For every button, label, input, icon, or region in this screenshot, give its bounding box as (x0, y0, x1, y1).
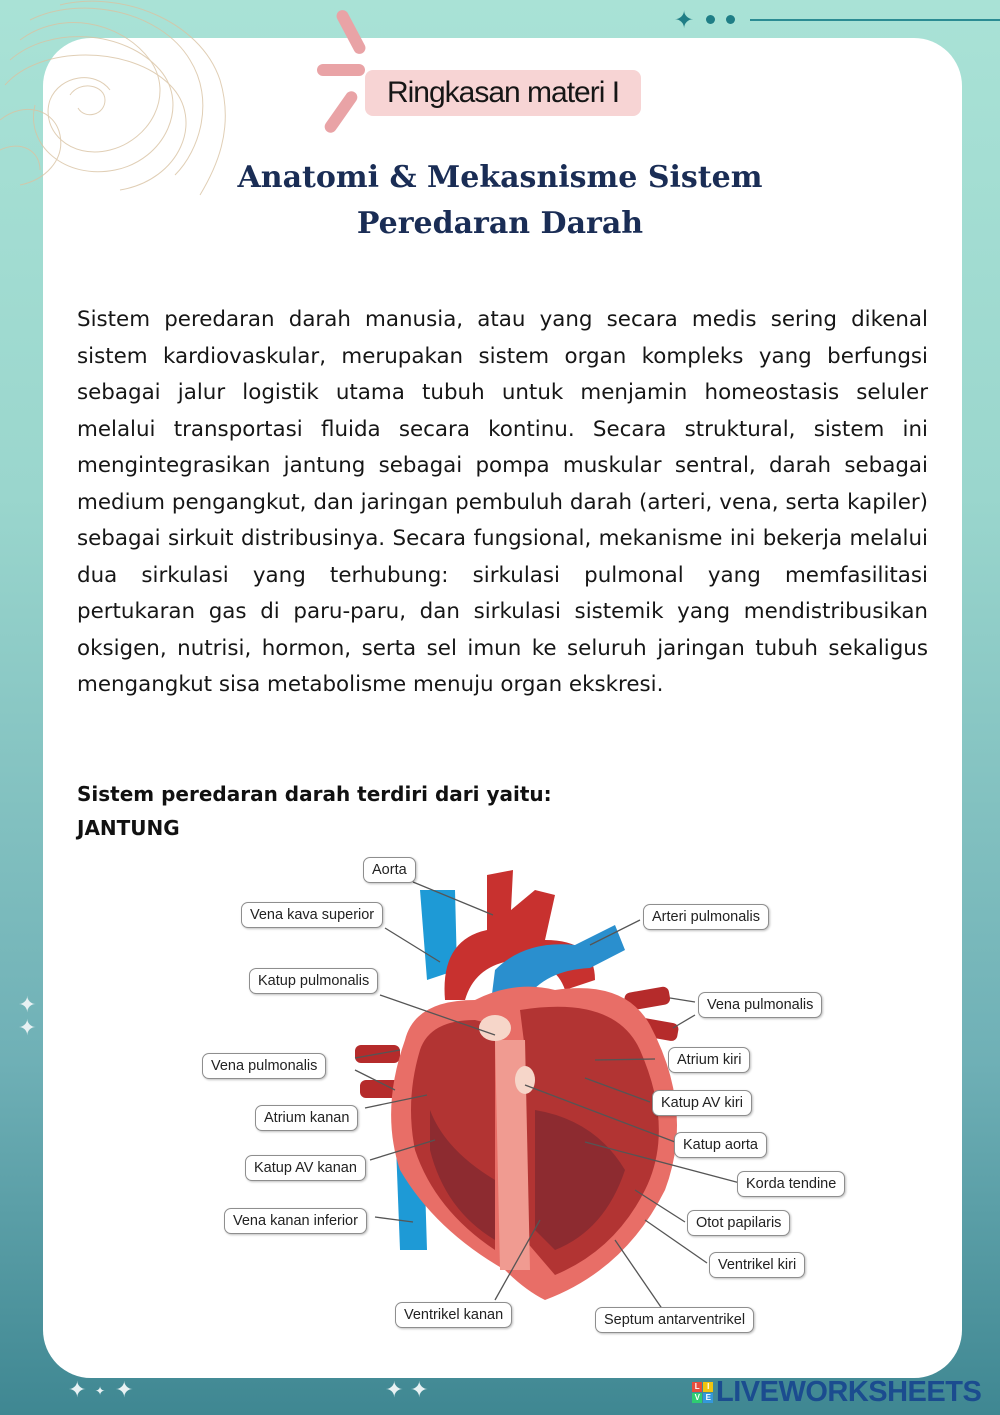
top-decor-line (750, 19, 1000, 21)
decor-dot (726, 15, 735, 24)
label-arteri-pulmonalis: Arteri pulmonalis (643, 904, 769, 930)
logo-letter: I (703, 1382, 713, 1392)
subheading: Sistem peredaran darah terdiri dari yaitu: (77, 782, 552, 806)
title-line-1: Anatomi & Mekasnisme Sistem (237, 160, 763, 195)
label-ventrikel-kanan: Ventrikel kanan (395, 1302, 512, 1328)
summary-badge: Ringkasan materi I (365, 70, 641, 116)
sparkle-icon: ✦ (115, 1378, 134, 1403)
sparkle-icon: ✦ (674, 6, 695, 34)
sparkle-icon: ✦ (18, 1016, 37, 1041)
sparkle-icon: ✦ (410, 1378, 429, 1403)
label-katup-av-kanan: Katup AV kanan (245, 1155, 366, 1181)
label-atrium-kiri: Atrium kiri (668, 1047, 750, 1073)
page-title (100, 155, 900, 247)
liveworksheets-watermark (692, 1375, 981, 1409)
sparkle-icon: ✦ (95, 1384, 106, 1398)
heart-diagram (195, 850, 865, 1340)
label-vena-pulmonalis-left: Vena pulmonalis (202, 1053, 326, 1079)
label-katup-av-kiri: Katup AV kiri (652, 1090, 752, 1116)
decor-dot (706, 15, 715, 24)
label-korda-tendine: Korda tendine (737, 1171, 845, 1197)
sparkle-icon: ✦ (68, 1378, 87, 1403)
logo-letter: L (692, 1382, 702, 1392)
sparkle-icon: ✦ (18, 993, 37, 1018)
label-ventrikel-kiri: Ventrikel kiri (709, 1252, 805, 1278)
section-heading: JANTUNG (77, 816, 180, 840)
logo-letter: V (692, 1393, 702, 1403)
title-line-2: Peredaran Darah (356, 206, 644, 241)
sparkle-icon: ✦ (385, 1378, 404, 1403)
label-katup-pulmonalis: Katup pulmonalis (249, 968, 378, 994)
logo-letter: E (703, 1393, 713, 1403)
liveworksheets-logo-icon (692, 1382, 713, 1403)
label-septum-antarventrikel: Septum antarventrikel (595, 1307, 754, 1333)
label-aorta: Aorta (363, 857, 416, 883)
label-vena-pulmonalis-right: Vena pulmonalis (698, 992, 822, 1018)
label-atrium-kanan: Atrium kanan (255, 1105, 358, 1131)
label-vena-kanan-inferior: Vena kanan inferior (224, 1208, 367, 1234)
watermark-text: LIVEWORKSHEETS (716, 1375, 982, 1408)
label-vena-kava-superior: Vena kava superior (241, 902, 383, 928)
label-otot-papilaris: Otot papilaris (687, 1210, 790, 1236)
intro-paragraph: Sistem peredaran darah manusia, atau yang secara medis sering dikenal sistem kardiovaskular, merupakan sistem organ kompleks yang berfungsi sebagai jalur logistik utama tubuh untuk menjamin homeostasis seluler melalui transportasi fluida secara kontinu. Secara struktural, sistem ini mengintegrasikan jantung sebagai pompa muskular sentral, darah sebagai medium pengangkut, dan jaringan pembuluh darah (arteri, vena, serta kapiler) sebagai sirkuit distribusinya. Secara fungsional, mekanisme ini bekerja melalui dua sirkulasi yang terhubung: sirkulasi pulmonal yang memfasilitasi pertukaran gas di paru-paru, dan sirkulasi sistemik yang mendistribusikan oksigen, nutrisi, hormon, serta sel imun ke seluruh jaringan tubuh sekaligus mengangkut sisa metabolisme menuju organ ekskresi. (77, 307, 928, 697)
label-katup-aorta: Katup aorta (674, 1132, 767, 1158)
